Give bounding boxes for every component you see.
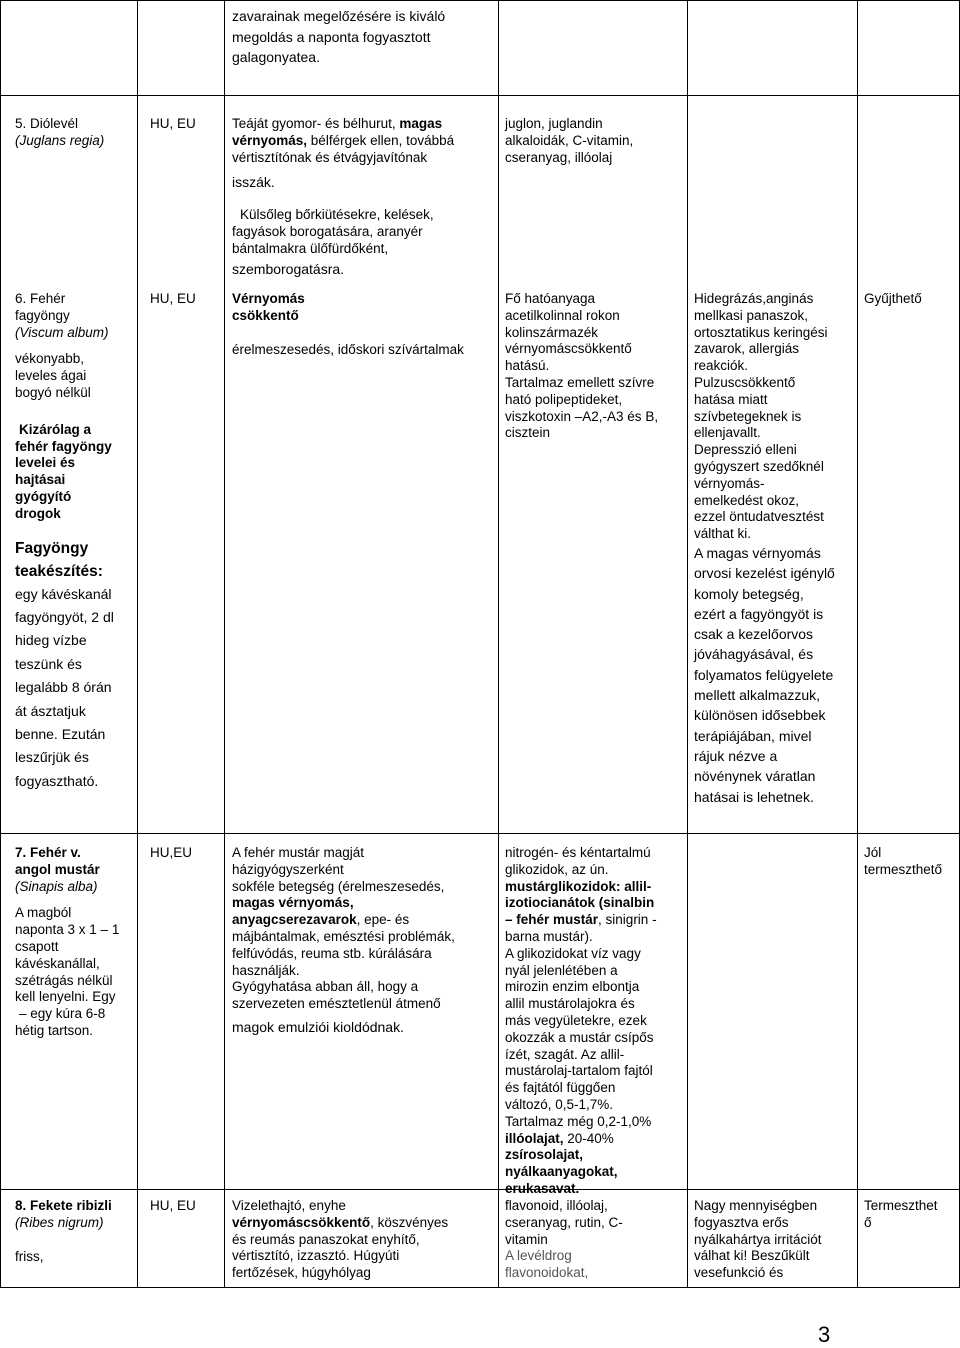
row6-description: vékonyabb,	[15, 351, 85, 367]
rule-row7-top	[0, 833, 960, 834]
rule-col5	[857, 0, 858, 1288]
rule-bottom	[0, 1287, 960, 1288]
rule-col3	[498, 0, 499, 1288]
row6-region: HU, EU	[150, 291, 196, 306]
rule-row8-top	[0, 1189, 960, 1190]
rule-col0	[0, 0, 1, 1288]
row7-active-content: nitrogén- és kéntartalmú glikozidok, az ún. mustárglikozidok: allil- izotiocianátok (sinalbin – fehér mustár, sinigrin - barna mustár). A glikozidokat víz vagy nyál jelenlétében a mirozin enzim elbontja allil mustárolajokra és más vegyületekre, ezek okozzák a mustár csípős ízét, szagát. Az allil- mustárolaj-tartalom fajtól és fajtától függően változó, 0,5-1,7%. Tartalmaz még 0,2-1,0% illóolajat, 20-40% zsírosolajat, nyálkaanyagokat, erukasavat.	[505, 845, 657, 1196]
row6-plant-name: 6. Fehér fagyöngy (Viscum album) vékonyabb, leveles ágai bogyó nélkül Kizárólag a fehér fagyöngy levelei és hajtásai gyógyító drogok Fagyöngy teakészítés: egy kávéskanál fagyöngyöt, 2 dl hideg vízbe teszünk és legalább 8 órán át ásztatjuk benne. Ezután leszűrjük és fogyasztható.	[15, 291, 114, 793]
row7-dosage: A magból	[15, 905, 72, 921]
rule-col4	[687, 0, 688, 1288]
rule-top	[0, 0, 960, 1]
row7-region: HU,EU	[150, 845, 193, 860]
row6-active-content: Fő hatóanyaga acetilkolinnal rokon kolinszármazék vérnyomáscsökkentő hatású. Tartalmaz emellett szívre ható polipeptideket, viszkotoxin –A2,-A3 és B, cisztein	[505, 291, 659, 441]
row8-active-content: flavonoid, illóolaj, cseranyag, rutin, C- vitamin A levéldrog flavonoidokat,	[505, 1198, 623, 1281]
row8-region: HU, EU	[150, 1198, 196, 1213]
row5-region: HU, EU	[150, 116, 196, 131]
row5-active-content: juglon, juglandin alkaloidák, C-vitamin, cseranyag, illóolaj	[505, 116, 634, 165]
row5-use: Teáját gyomor- és bélhurut, magas vérnyomás, bélférgek ellen, továbbá vértisztítónak és étvágyjavítónak isszák. Külsőleg bőrkiütésekre, kelések, fagyások borogatására, aranyér bántalmakra ülőfürdőként, szemborogatásra.	[232, 116, 455, 277]
row8-plant-name: 8. Fekete ribizli (Ribes nigrum) friss,	[15, 1198, 112, 1264]
rule-row5-top	[0, 95, 960, 96]
rule-col1	[137, 0, 138, 1288]
row8-warnings: Nagy mennyiségben fogyasztva erős nyálkahártya irritációt válhat ki! Beszűkült vesefunkció és	[694, 1198, 822, 1281]
top-continuation-text: zavarainak megelőzésére is kiváló megoldás a naponta fogyasztott galagonyatea.	[232, 8, 446, 65]
row8-use: Vizelethajtó, enyhe vérnyomáscsökkentő, köszvényes és reumás panaszokat enyhítő, vértisztító, izzasztó. Húgyúti fertőzések, húgyhólyag	[232, 1198, 449, 1281]
row6-availability: Gyűjthető	[864, 291, 922, 306]
row7-use: A fehér mustár magját házigyógyszerként sokféle betegség (érelmeszesedés, magas vérnyomás, anyagcserezavarok, epe- és májbántalmak, emésztési problémák, felfúvódás, reuma stb. kúrálására használják. Gyógyhatása abban áll, hogy a szervezeten emésztetlenül átmenő magok emulziói kioldódnak.	[232, 845, 455, 1035]
row6-use: Vérnyomás csökkentő érelmeszesedés, időskori szívártalmak	[232, 291, 464, 357]
row6-note: Kizárólag a	[19, 421, 92, 437]
page-number: 3	[818, 1322, 831, 1347]
row5-plant-name: 5. Diólevél (Juglans regia)	[15, 116, 105, 148]
row6-tea-instructions: egy kávéskanál fagyöngyöt, 2 dl hideg vízbe teszünk és legalább 8 órán át ásztatjuk benne. Ezután leszűrjük és fogyasztható.	[15, 585, 114, 789]
row7-availability: Jól termeszthető	[864, 845, 943, 877]
row6-warnings: Hidegrázás,anginás mellkasi panaszok, ortosztatikus keringési zavarok, allergiás reakciók. Pulzuscsökkentő hatása miatt szívbetegeknek is ellenjavallt. Depresszió elleni gyógyszert szedőknél vérnyomás- emelkedést okoz, ezzel öntudatvesztést válthat ki. A magas vérnyomás orvosi kezelést igénylő komoly betegség, ezért a fagyöngyöt is csak a kezelőorvos jóváhagyásával, és folyamatos felügyelete mellett alkalmazzuk, különösen idősebbek terápiájában, mivel rájuk nézve a növénynek váratlan hatásai is lehetnek.	[694, 291, 835, 805]
row7-plant-name: 7. Fehér v. angol mustár (Sinapis alba) A magból naponta 3 x 1 – 1 csapott kávéskanállal, szétrágás nélkül kell lenyelni. Egy – egy kúra 6-8 hétig tartson.	[15, 845, 120, 1038]
rule-col2	[224, 0, 225, 1288]
row8-availability: Termeszthet ő	[864, 1198, 938, 1230]
row6-tea-heading: Fagyöngy	[15, 539, 89, 557]
